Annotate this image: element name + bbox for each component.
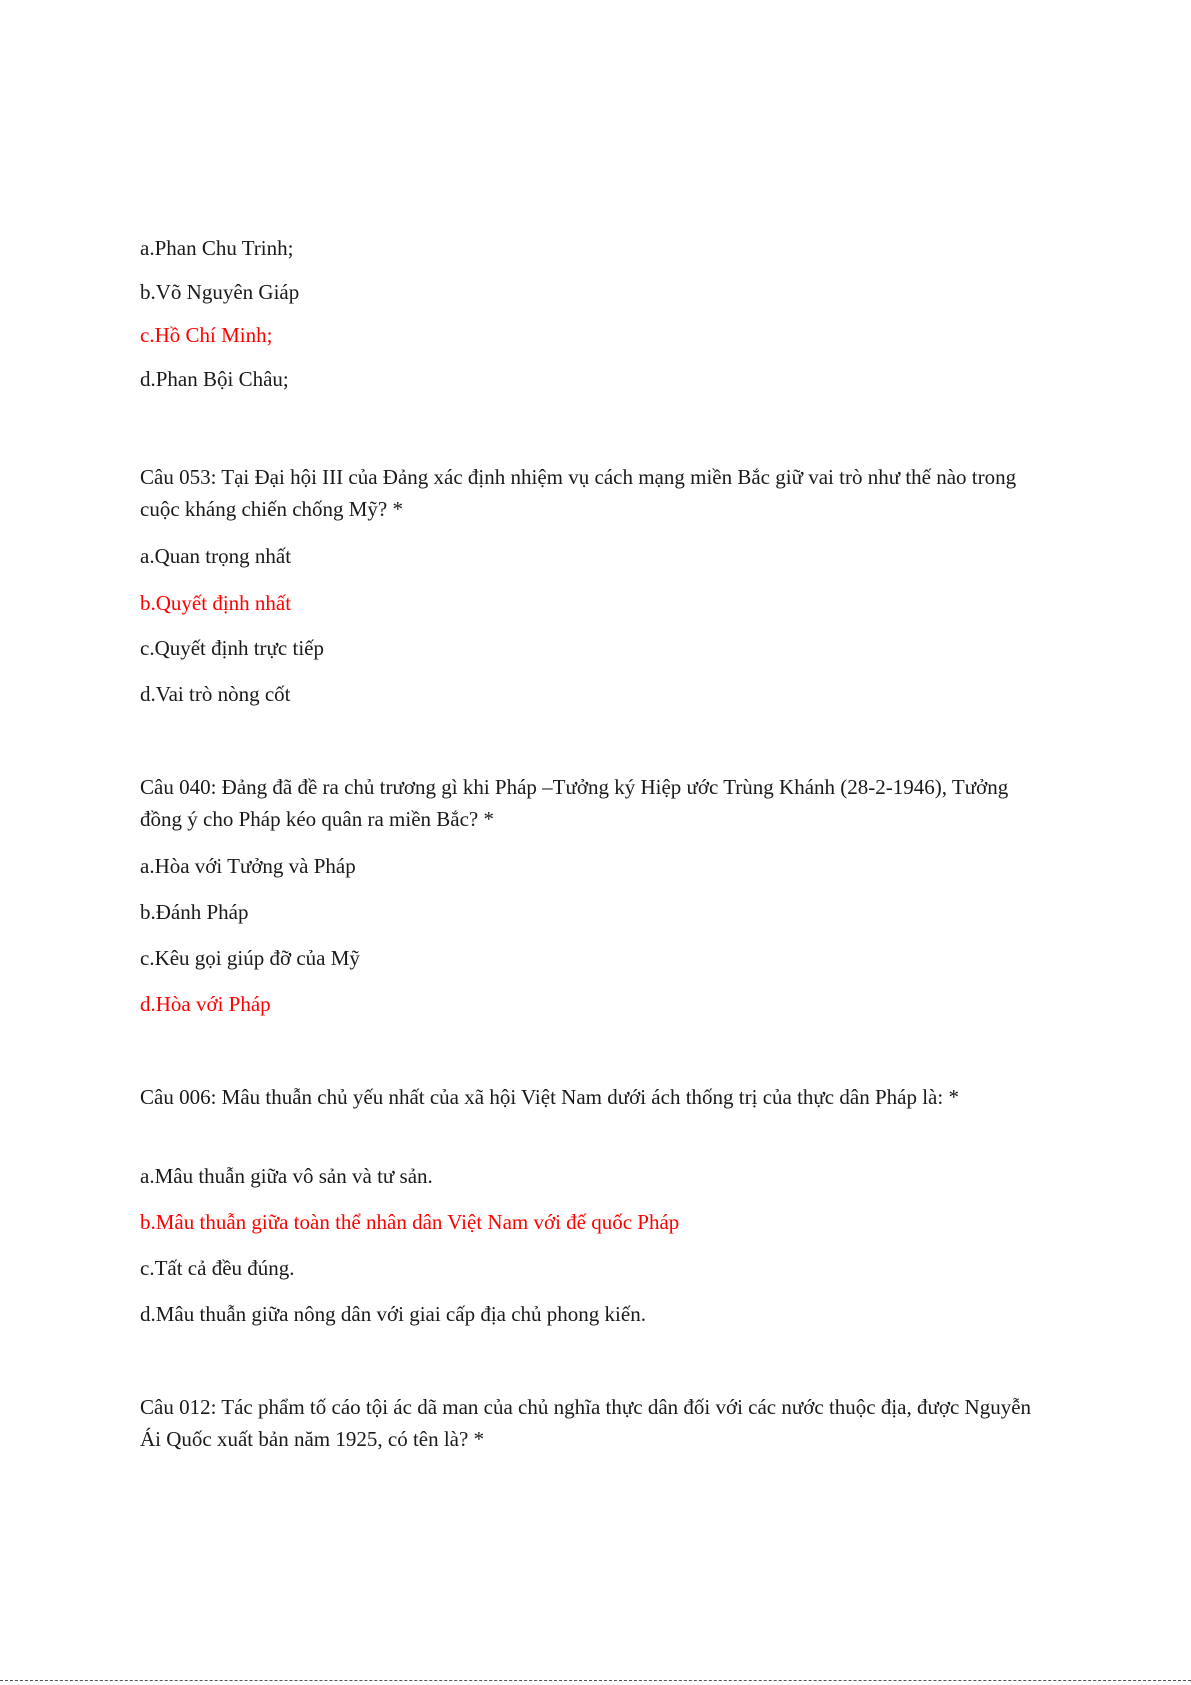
answer-option: d.Mâu thuẫn giữa nông dân với giai cấp địa chủ phong kiến.	[140, 1302, 646, 1326]
answer-option-correct: c.Hồ Chí Minh;	[140, 323, 273, 347]
answer-option-correct: b.Quyết định nhất	[140, 591, 292, 615]
answer-option: b.Đánh Pháp	[140, 900, 249, 924]
answer-option: d.Phan Bội Châu;	[140, 367, 289, 391]
answer-option: c.Tất cả đều đúng.	[140, 1256, 295, 1280]
page-bottom-rule	[0, 1680, 1191, 1681]
answer-option-correct: b.Mâu thuẫn giữa toàn thể nhân dân Việt Nam với đế quốc Pháp	[140, 1210, 680, 1234]
answer-option: c.Quyết định trực tiếp	[140, 636, 324, 660]
question-text: Câu 040: Đảng đã đề ra chủ trương gì khi Pháp –Tưởng ký Hiệp ước Trùng Khánh (28-2-1946), Tưởng đồng ý cho Pháp kéo quân ra miền Bắc? *	[140, 775, 1009, 831]
question-text: Câu 012: Tác phẩm tố cáo tội ác dã man của chủ nghĩa thực dân đối với các nước thuộc địa, được Nguyễn Ái Quốc xuất bản năm 1925, có tên là? *	[140, 1395, 1032, 1451]
answer-option: c.Kêu gọi giúp đỡ của Mỹ	[140, 946, 360, 970]
answer-option: d.Vai trò nòng cốt	[140, 682, 291, 706]
answer-option: a.Phan Chu Trinh;	[140, 236, 294, 260]
answer-option: a.Hòa với Tưởng và Pháp	[140, 854, 356, 878]
question-text: Câu 053: Tại Đại hội III của Đảng xác định nhiệm vụ cách mạng miền Bắc giữ vai trò như thế nào trong cuộc kháng chiến chống Mỹ? *	[140, 465, 1017, 521]
question-text: Câu 006: Mâu thuẫn chủ yếu nhất của xã hội Việt Nam dưới ách thống trị của thực dân Pháp là: *	[140, 1085, 959, 1109]
answer-option: b.Võ Nguyên Giáp	[140, 280, 300, 304]
answer-option-correct: d.Hòa với Pháp	[140, 992, 271, 1016]
answer-option: a.Quan trọng nhất	[140, 544, 292, 568]
answer-option: a.Mâu thuẫn giữa vô sản và tư sản.	[140, 1164, 433, 1188]
